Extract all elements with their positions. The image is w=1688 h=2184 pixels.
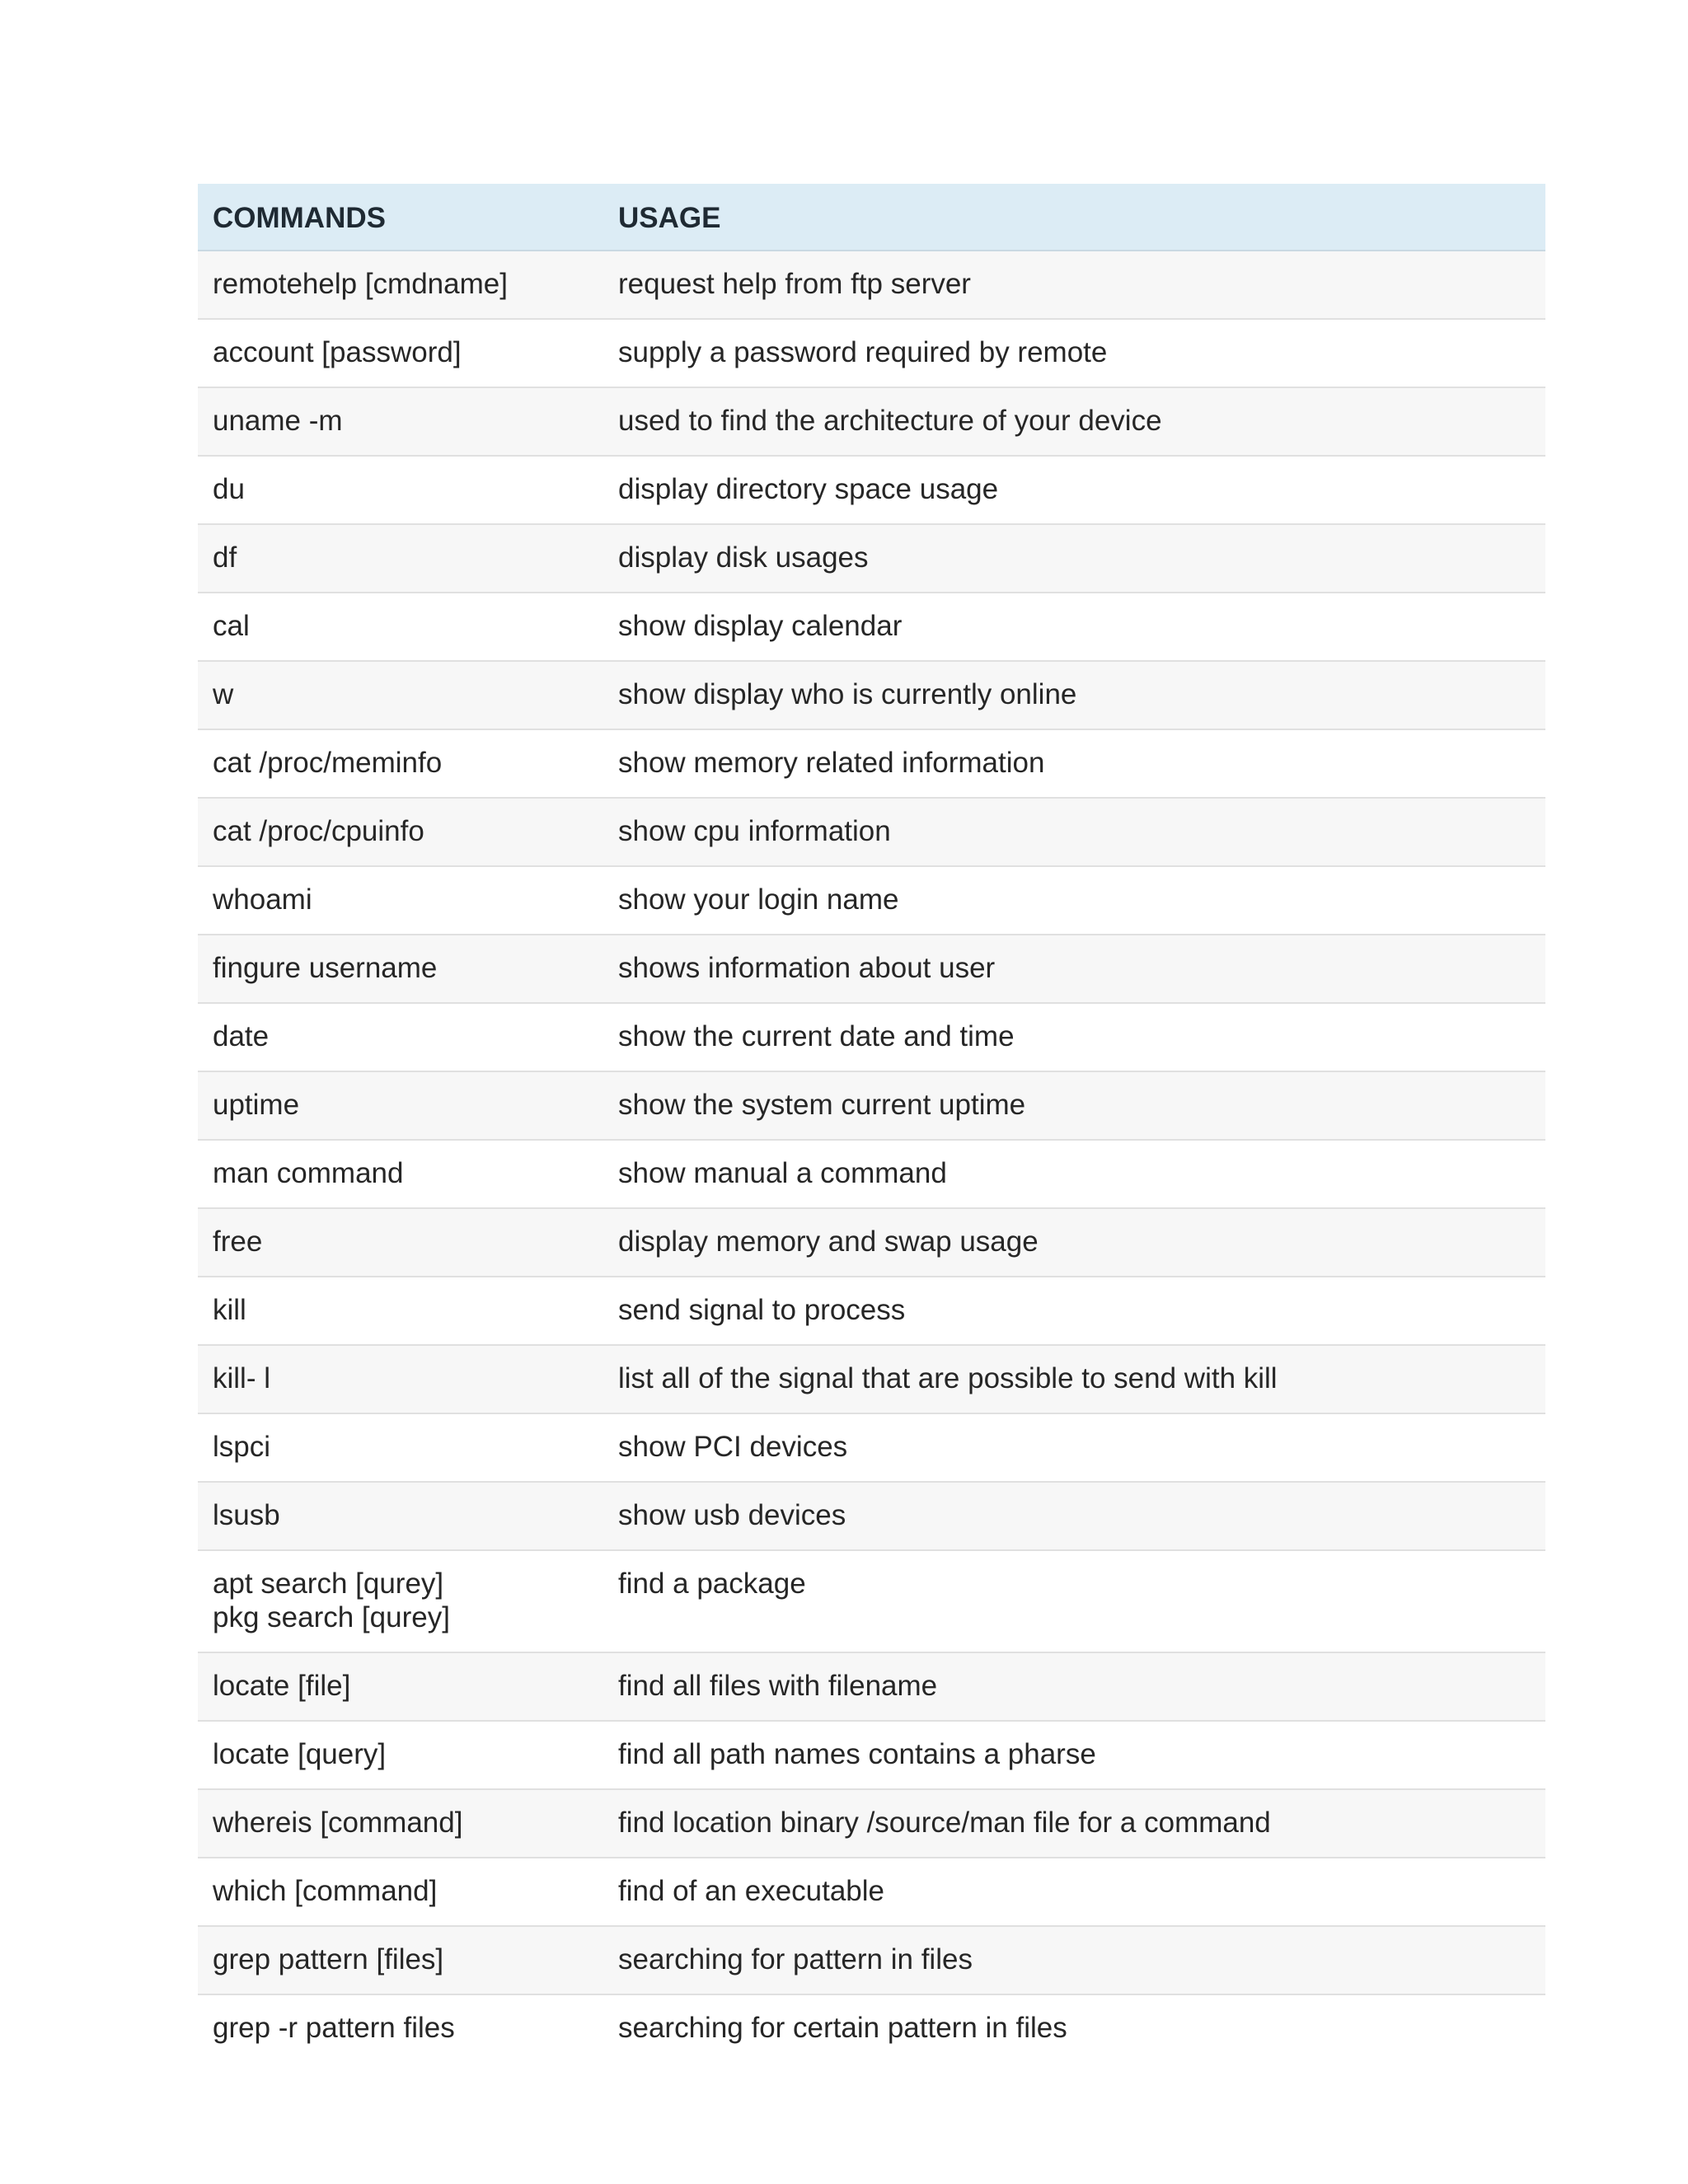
table-row — [198, 1790, 1545, 1858]
table-row — [198, 525, 1545, 593]
command-cell: whereis [command] — [213, 1807, 463, 1839]
usage-cell: show display calendar — [618, 610, 903, 642]
table-row — [198, 1927, 1545, 1995]
command-cell: kill- l — [213, 1362, 270, 1394]
command-cell: whoami — [213, 883, 312, 916]
usage-cell: show cpu information — [618, 815, 891, 847]
usage-cell: show the system current uptime — [618, 1089, 1026, 1121]
table-row — [198, 1653, 1545, 1722]
command-cell: locate [query] — [213, 1738, 387, 1770]
command-cell: cal — [213, 610, 250, 642]
command-cell: cat /proc/meminfo — [213, 747, 443, 779]
command-cell: which [command] — [213, 1875, 438, 1907]
command-cell: remotehelp [cmdname] — [213, 268, 508, 300]
command-cell: kill — [213, 1294, 246, 1326]
command-cell: df — [213, 541, 237, 574]
usage-cell: find all path names contains a pharse — [618, 1738, 1096, 1770]
command-cell: uptime — [213, 1089, 300, 1121]
usage-cell: searching for pattern in files — [618, 1943, 973, 1975]
table-row — [198, 457, 1545, 525]
table-row — [198, 1414, 1545, 1483]
table-row — [198, 1995, 1545, 2064]
table-row — [198, 1858, 1545, 1927]
usage-cell: show memory related information — [618, 747, 1045, 779]
usage-cell: display disk usages — [618, 541, 869, 574]
command-cell: grep -r pattern files — [213, 2012, 455, 2044]
usage-cell: show display who is currently online — [618, 678, 1077, 710]
table-header — [198, 184, 1545, 251]
table-row — [198, 799, 1545, 867]
table-row — [198, 1551, 1545, 1653]
command-cell: lsusb — [213, 1499, 280, 1531]
header-usage: USAGE — [618, 202, 721, 234]
header-commands: COMMANDS — [213, 202, 386, 234]
usage-cell: find a package — [618, 1568, 806, 1600]
usage-cell: show the current date and time — [618, 1020, 1015, 1052]
commands-table — [198, 184, 1545, 2064]
command-cell: date — [213, 1020, 270, 1052]
table-row — [198, 867, 1545, 935]
command-cell: fingure username — [213, 952, 438, 984]
command-cell: free — [213, 1226, 263, 1258]
usage-cell: shows information about user — [618, 952, 996, 984]
table-row — [198, 1004, 1545, 1072]
usage-cell: find of an executable — [618, 1875, 885, 1907]
usage-cell: list all of the signal that are possible to send with kill — [618, 1362, 1278, 1394]
table-row — [198, 320, 1545, 388]
usage-cell: request help from ftp server — [618, 268, 971, 300]
command-cell: lspci — [213, 1431, 271, 1463]
usage-cell: display directory space usage — [618, 473, 999, 505]
command-cell: du — [213, 473, 245, 505]
command-cell: uname -m — [213, 405, 343, 437]
usage-cell: searching for certain pattern in files — [618, 2012, 1067, 2044]
table-row — [198, 1722, 1545, 1790]
usage-cell: used to find the architecture of your device — [618, 405, 1162, 437]
table-row — [198, 1209, 1545, 1277]
table-row — [198, 251, 1545, 320]
usage-cell: find location binary /source/man file for a command — [618, 1807, 1271, 1839]
table-row — [198, 1277, 1545, 1346]
table-row — [198, 388, 1545, 457]
usage-cell: find all files with filename — [618, 1670, 938, 1702]
table-row — [198, 1346, 1545, 1414]
usage-cell: display memory and swap usage — [618, 1226, 1039, 1258]
table-row — [198, 593, 1545, 662]
table-row — [198, 1483, 1545, 1551]
usage-cell: send signal to process — [618, 1294, 906, 1326]
usage-cell: show your login name — [618, 883, 899, 916]
usage-cell: show usb devices — [618, 1499, 846, 1531]
table-row — [198, 1072, 1545, 1141]
command-cell: apt search [qurey] pkg search [qurey] — [213, 1568, 450, 1633]
table-row — [198, 1141, 1545, 1209]
table-row — [198, 662, 1545, 730]
usage-cell: supply a password required by remote — [618, 336, 1108, 368]
command-cell: w — [213, 678, 234, 710]
table-row — [198, 730, 1545, 799]
command-cell: cat /proc/cpuinfo — [213, 815, 424, 847]
command-cell: man command — [213, 1157, 404, 1189]
usage-cell: show manual a command — [618, 1157, 947, 1189]
command-cell: locate [file] — [213, 1670, 351, 1702]
command-cell: account [password] — [213, 336, 462, 368]
command-cell: grep pattern [files] — [213, 1943, 444, 1975]
table-row — [198, 935, 1545, 1004]
usage-cell: show PCI devices — [618, 1431, 848, 1463]
